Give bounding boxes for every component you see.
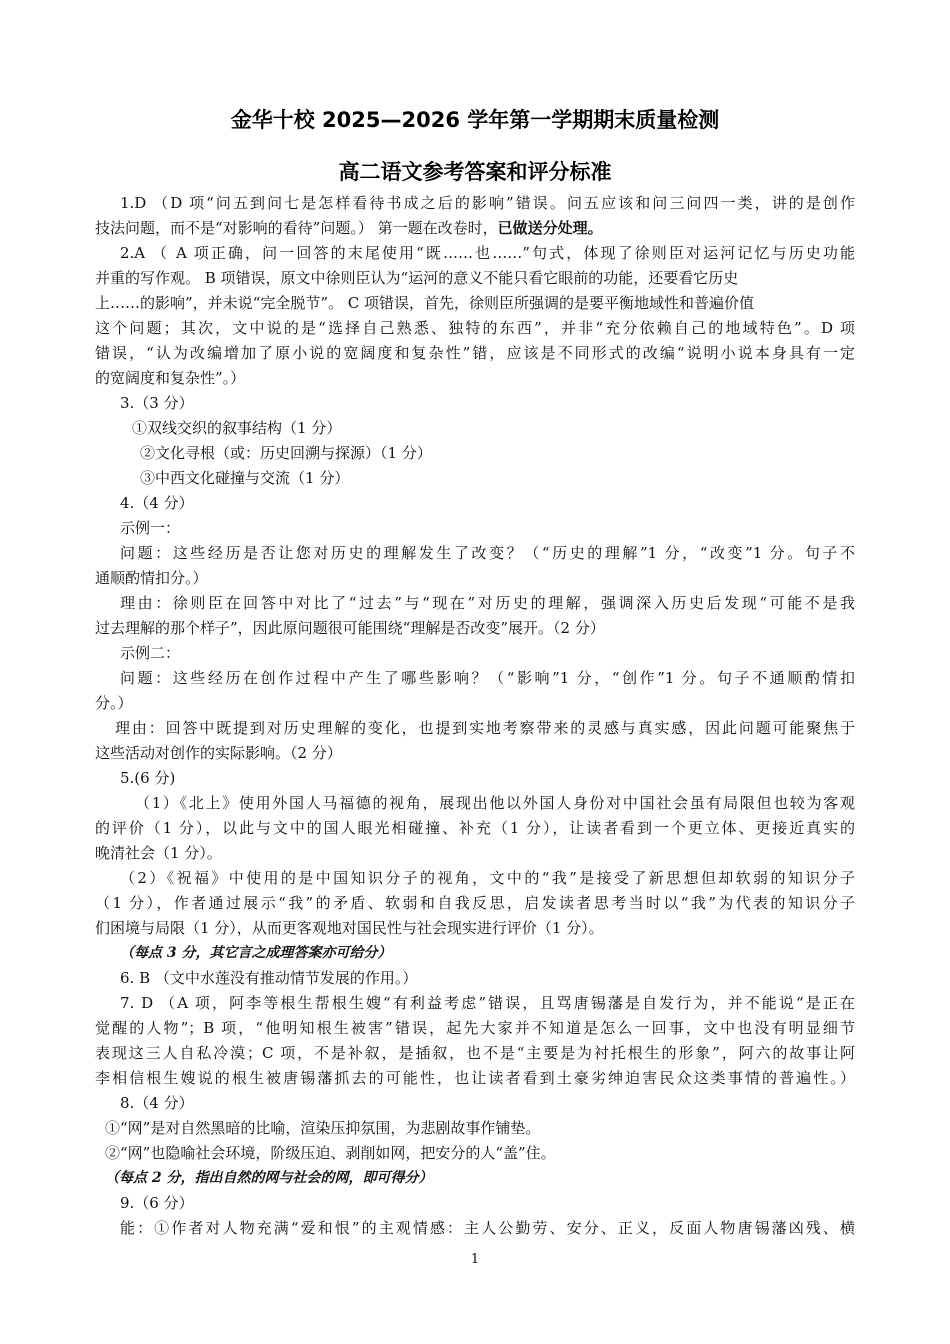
answer-4-example-1-reason-1: 理由：徐则臣在回答中对比了“过去”与“现在”对历史的理解，强调深入历史后发现“可能不是我 bbox=[120, 594, 855, 612]
answer-2-line-5: 错误，“认为改编增加了原小说的宽阔度和复杂性”错，应该是不同形式的改编“说明小说本身具有一定 bbox=[95, 344, 855, 362]
answer-5-part-2-line-2: （1 分），作者通过展示“我”的矛盾、软弱和自我反思，启发读者思考当时以“我”为代表的知识分子 bbox=[95, 894, 855, 912]
answer-4-example-1-label: 示例一： bbox=[120, 519, 181, 537]
answer-4-example-1-question-2: 通顺酌情扣分。） bbox=[95, 569, 208, 587]
answer-8-item-1: ①“网”是对自然黑暗的比喻，渲染压抑氛围，为悲剧故事作铺垫。 bbox=[105, 1119, 541, 1137]
answer-3-item-3: ③中西文化碰撞与交流（1 分） bbox=[140, 469, 350, 487]
answer-4-example-2-reason-1: 理由：回答中既提到对历史理解的变化，也提到实地考察带来的灵感与真实感，因此问题可能聚焦于 bbox=[115, 719, 855, 737]
answer-5-head: 5.(6 分) bbox=[120, 769, 176, 787]
answer-4-example-1-reason-2: 过去理解的那个样子”，因此原问题很可能围绕“理解是否改变”展开。（2 分） bbox=[95, 619, 605, 637]
answer-4-example-2-label: 示例二： bbox=[120, 644, 181, 662]
answer-5-part-1-line-2: 的评价（1 分），以此与文中的国人眼光相碰撞、补充（1 分），让读者看到一个更立体、更接近真实的 bbox=[95, 819, 855, 837]
answer-7-line-4: 李相信根生嫂说的根生被唐锡藩抓去的可能性，也让读者看到土豪劣绅迫害民众这类事情的普遍性。） bbox=[95, 1069, 855, 1087]
answer-5-part-2-line-1: （2）《祝福》中使用的是中国知识分子的视角，文中的“我”是接受了新思想但却软弱的知识分子 bbox=[120, 869, 855, 887]
answer-5-part-1-line-3: 晚清社会（1 分）。 bbox=[95, 844, 222, 862]
answer-9-head: 9.（6 分） bbox=[120, 1194, 194, 1212]
answer-2-line-1: 2.A （ A 项正确，问一回答的末尾使用“既……也……”句式，体现了徐则臣对运河记忆与历史功能 bbox=[120, 244, 855, 262]
answer-3-head: 3.（3 分） bbox=[120, 394, 194, 412]
answer-4-example-2-reason-2: 这些活动对创作的实际影响。（2 分） bbox=[95, 744, 342, 762]
answer-2-line-4: 这个问题；其次，文中说的是“选择自己熟悉、独特的东西”，并非“充分依赖自己的地域特色”。D 项 bbox=[95, 319, 855, 337]
answer-1-line-2 bbox=[95, 218, 603, 238]
answer-5-part-2-line-3: 们困境与局限（1 分），从而更客观地对国民性与社会现实进行评价（1 分）。 bbox=[95, 919, 604, 937]
answer-7-line-1: 7. D （A 项，阿李等根生帮根生嫂“有利益考虑”错误，且骂唐锡藩是自发行为，并不能说“是正在 bbox=[120, 994, 855, 1012]
answer-4-example-1-question-1: 问题：这些经历是否让您对历史的理解发生了改变？（“历史的理解”1 分，“改变”1 分。句子不 bbox=[120, 544, 855, 562]
answer-8-head: 8.（4 分） bbox=[120, 1094, 194, 1112]
exam-title: 金华十校 2025—2026 学年第一学期期末质量检测 bbox=[230, 108, 720, 132]
answer-1-line-1: 1.D （D 项“问五到问七是怎样看待书成之后的影响”错误。问五应该和问三问四一类，讲的是创作 bbox=[120, 194, 855, 212]
document-subtitle: 高二语文参考答案和评分标准 bbox=[338, 160, 612, 184]
answer-3-item-2: ②文化寻根（或：历史回溯与探源）（1 分） bbox=[140, 444, 432, 462]
answer-4-example-2-question-2: 分。） bbox=[95, 694, 133, 712]
answer-4-example-2-question-1: 问题：这些经历在创作过程中产生了哪些影响？（“影响”1 分，“创作”1 分。句子不通顺酌情扣 bbox=[120, 669, 855, 687]
answer-3-item-1: ①双线交织的叙事结构（1 分） bbox=[132, 419, 342, 437]
answer-5-scoring-note: （每点 3 分，其它言之成理答案亦可给分） bbox=[120, 945, 392, 961]
answer-2-line-2: 并重的写作观。 B 项错误，原文中徐则臣认为“运河的意义不能只看它眼前的功能，还要看它历史 bbox=[95, 269, 739, 287]
answer-8-scoring-note: （每点 2 分，指出自然的网与社会的网，即可得分） bbox=[105, 1170, 433, 1186]
answer-7-line-3: 表现这三人自私冷漠；C 项，不是补叙，是插叙，也不是“主要是为衬托根生的形象”，阿六的故事让阿 bbox=[95, 1044, 855, 1062]
answer-1-text: 技法问题，而不是“对影响的看待”问题。） 第一题在改卷时， bbox=[95, 219, 498, 237]
answer-4-head: 4.（4 分） bbox=[120, 494, 194, 512]
answer-5-part-1-line-1: （1）《北上》使用外国人马福德的视角，展现出他以外国人身份对中国社会虽有局限但也较为客观 bbox=[135, 794, 855, 812]
answer-7-line-2: 觉醒的人物”；B 项，“他明知根生被害”错误，起先大家并不知道是怎么一回事，文中也没有明显细节 bbox=[95, 1019, 855, 1037]
answer-6: 6. B （文中水莲没有推动情节发展的作用。） bbox=[120, 969, 418, 987]
answer-2-line-6: 的宽阔度和复杂性”。） bbox=[95, 369, 246, 387]
answer-9-line-1: 能：①作者对人物充满“爱和恨”的主观情感：主人公勤劳、安分、正义，反面人物唐锡藩凶残、横 bbox=[120, 1219, 855, 1237]
answer-2-line-3: 上……的影响”，并未说“完全脱节”。 C 项错误，首先，徐则臣所强调的是要平衡地域性和普遍价值 bbox=[95, 294, 755, 312]
answer-1-note: 已做送分处理。 bbox=[497, 219, 603, 237]
answer-8-item-2: ②“网”也隐喻社会环境，阶级压迫、剥削如网，把安分的人“盖”住。 bbox=[105, 1144, 556, 1162]
page-number: 1 bbox=[470, 1252, 480, 1267]
